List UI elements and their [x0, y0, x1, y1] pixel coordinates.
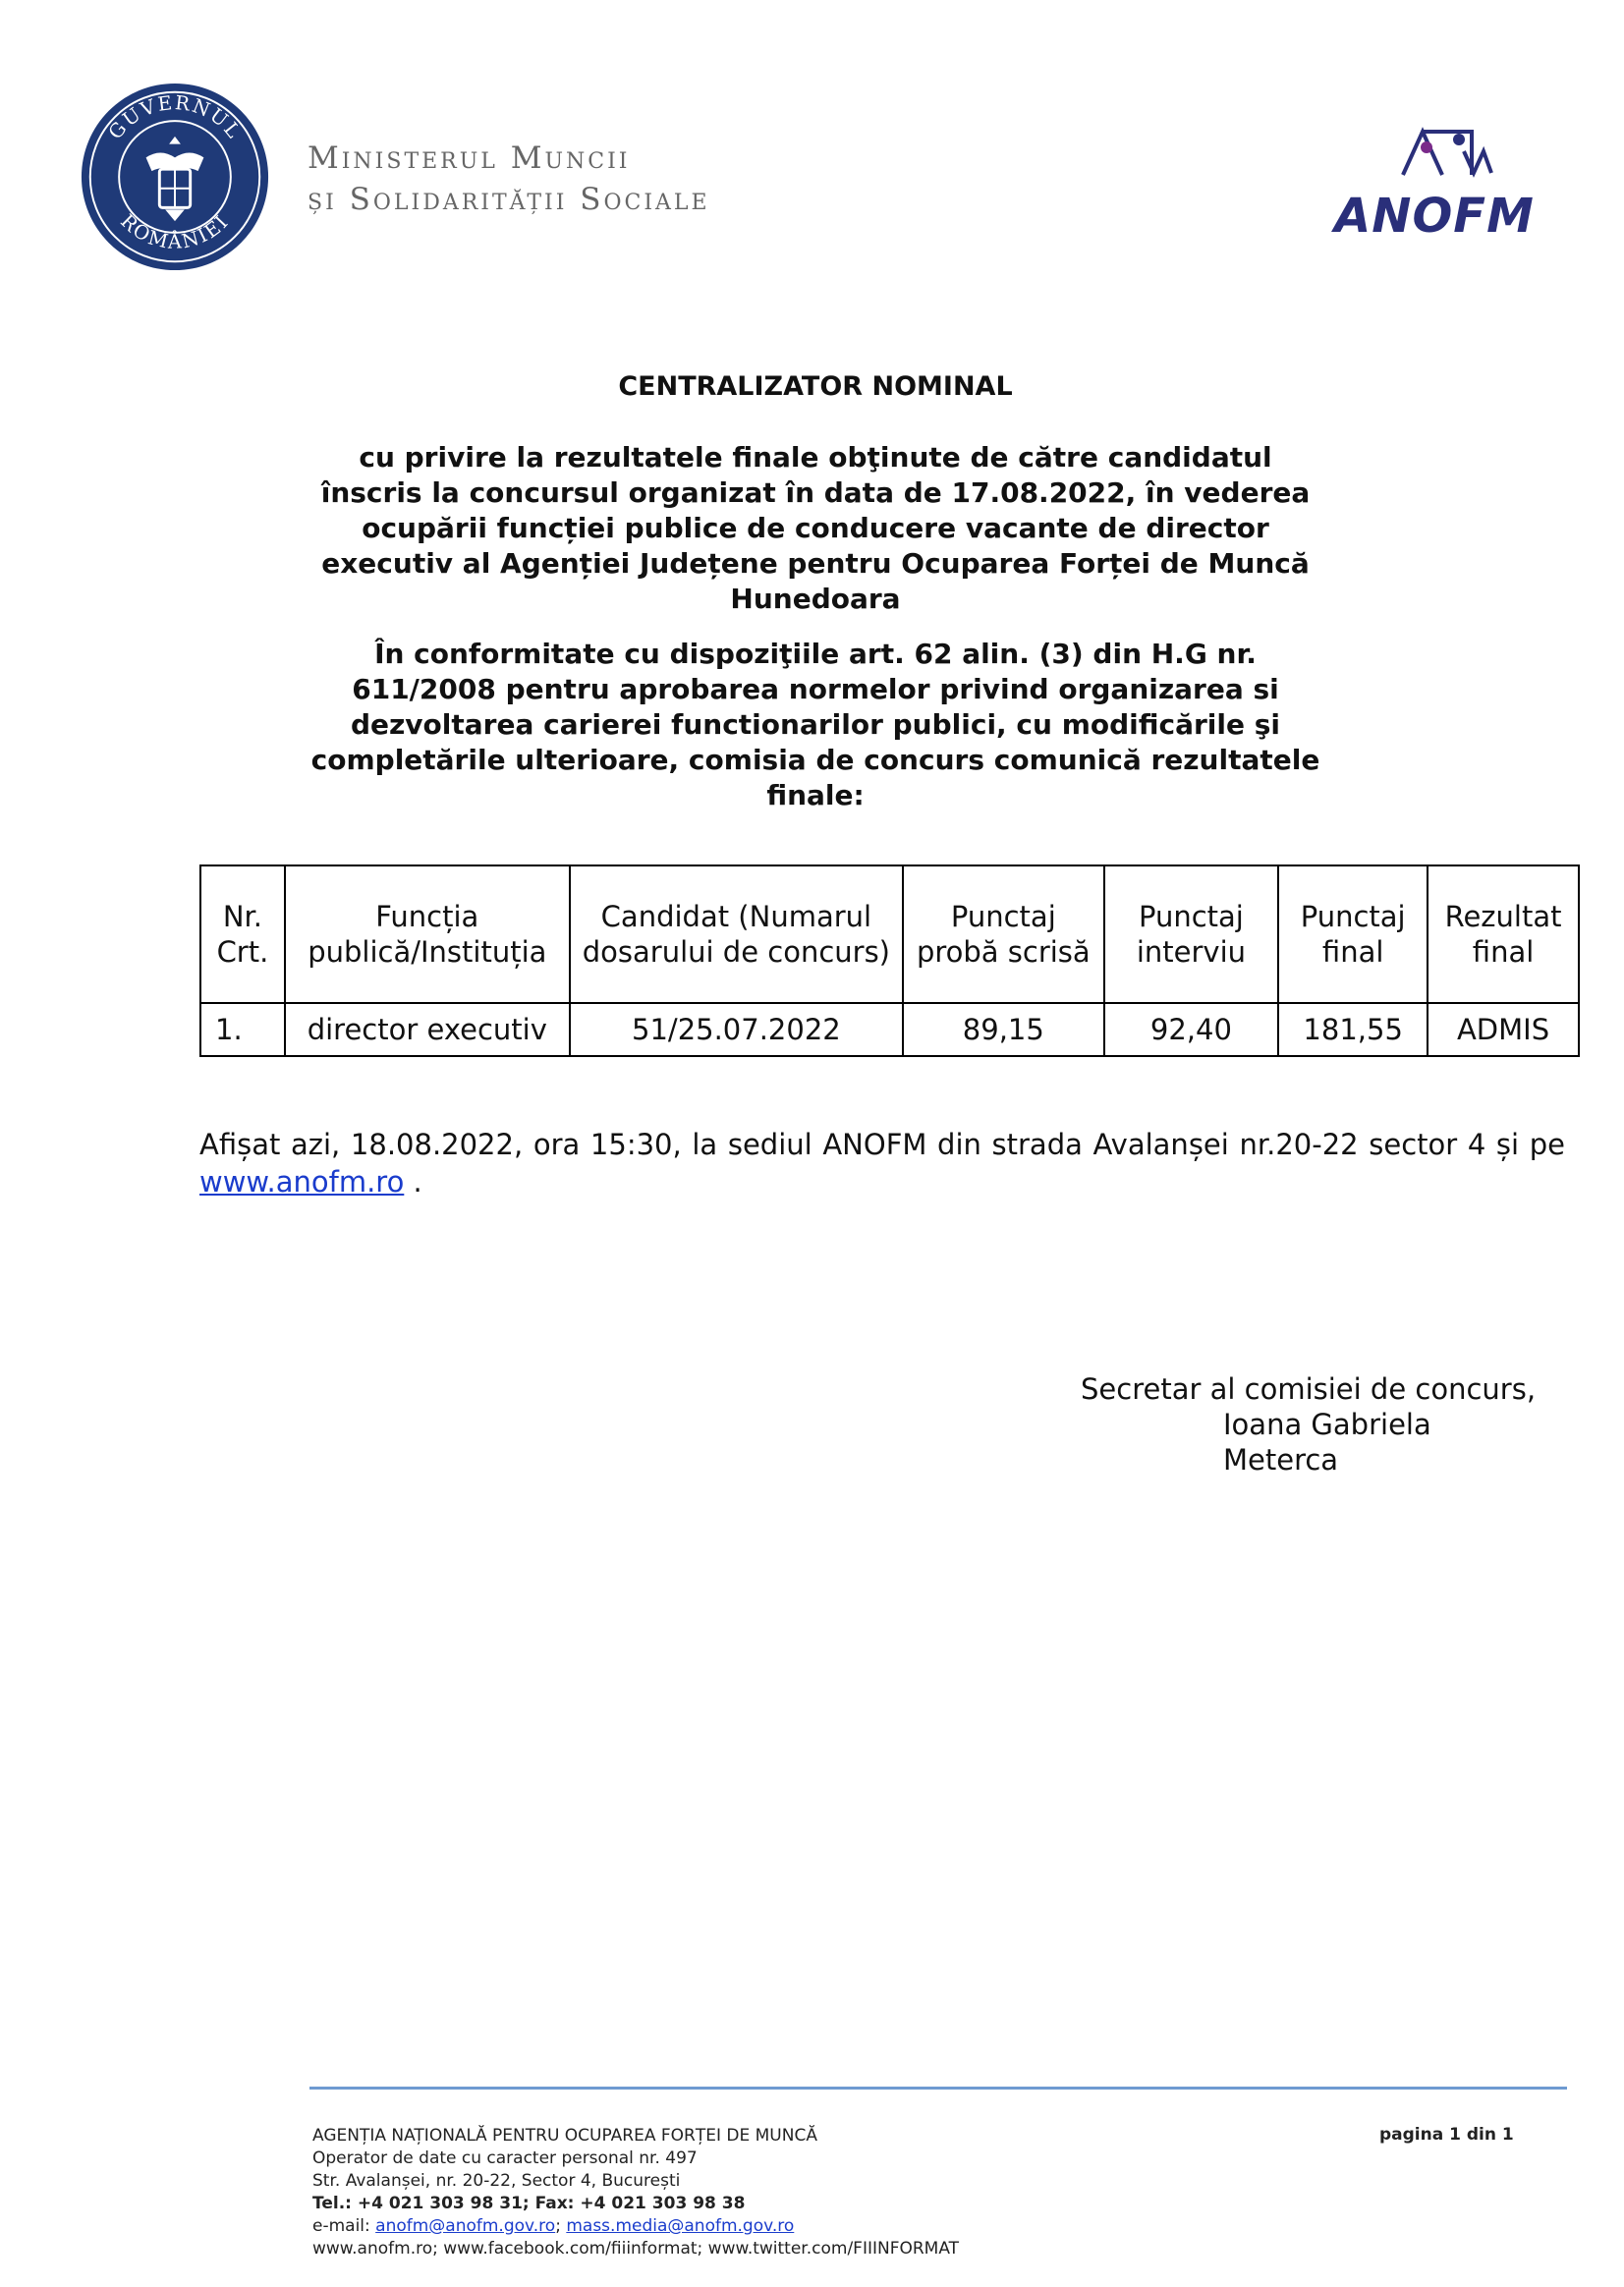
government-seal-logo	[79, 81, 271, 273]
header-punctaj-interviu: Punctaj interviu	[1104, 865, 1279, 1003]
cell-punctaj-scris: 89,15	[903, 1003, 1104, 1056]
footer-operator: Operator de date cu caracter personal nr. 497	[312, 2148, 698, 2168]
anofm-logo-text: ANOFM	[1334, 189, 1535, 244]
header-rezultat: Rezultat final	[1428, 865, 1579, 1003]
signature-role: Secretar al comisiei de concurs,	[1081, 1372, 1537, 1406]
posting-suffix: .	[404, 1165, 422, 1199]
footer-web: www.anofm.ro; www.facebook.com/fiiinformat; www.twitter.com/FIIINFORMAT	[312, 2239, 960, 2259]
table-row	[200, 1003, 1579, 1056]
cell-nr: 1.	[200, 1003, 285, 1056]
document-title: CENTRALIZATOR NOMINAL	[618, 371, 1013, 402]
footer-divider	[309, 2087, 1567, 2090]
header-punctaj-final: Punctaj final	[1278, 865, 1428, 1003]
signature-block	[1081, 1371, 1542, 1478]
ministry-line-1: Ministerul Muncii	[308, 140, 631, 176]
svg-text:ROMÂNIEI: ROMÂNIEI	[116, 209, 234, 253]
page-number: pagina 1 din 1	[1379, 2125, 1514, 2145]
posting-notice	[199, 1126, 1565, 1200]
footer-email-separator: ;	[555, 2216, 567, 2236]
cell-candidat: 51/25.07.2022	[570, 1003, 903, 1056]
legal-basis: În conformitate cu dispoziţiile art. 62 alin. (3) din H.G nr. 611/2008 pentru aprobarea normelor privind organizarea si dezvoltarea carierei functionarilor publici, cu modificările şi completările ulterioare, comisia de concurs comunică rezultatele finale:	[310, 638, 1320, 811]
footer-agency: AGENȚIA NAȚIONALĂ PENTRU OCUPAREA FORȚEI DE MUNCĂ	[312, 2126, 817, 2146]
footer-email-link-2[interactable]: mass.media@anofm.gov.ro	[566, 2216, 795, 2236]
footer-address: Str. Avalanșei, nr. 20-22, Sector 4, București	[312, 2171, 681, 2191]
anofm-website-link[interactable]: www.anofm.ro	[199, 1165, 405, 1199]
svg-text:GUVERNUL: GUVERNUL	[103, 91, 247, 144]
header-punctaj-scris: Punctaj probă scrisă	[903, 865, 1104, 1003]
document-subtitle: cu privire la rezultatele finale obţinute de către candidatul înscris la concursul organizat în data de 17.08.2022, în vederea ocupării funcției publice de conducere vacante de director executiv al Agenției Județene pentru Ocuparea Forței de Muncă Hunedoara	[320, 441, 1311, 615]
header-candidat: Candidat (Numarul dosarului de concurs)	[570, 865, 903, 1003]
header-functia: Funcția publică/Instituția	[285, 865, 570, 1003]
ministry-name	[308, 138, 710, 220]
cell-functia: director executiv	[285, 1003, 570, 1056]
footer-email-link-1[interactable]: anofm@anofm.gov.ro	[375, 2216, 556, 2236]
header-nr: Nr. Crt.	[200, 865, 285, 1003]
results-table	[199, 865, 1580, 1057]
cell-rezultat: ADMIS	[1428, 1003, 1579, 1056]
footer-email	[312, 2215, 959, 2238]
cell-punctaj-interviu: 92,40	[1104, 1003, 1279, 1056]
ministry-line-2: și Solidarității Sociale	[308, 182, 710, 217]
cell-punctaj-final: 181,55	[1278, 1003, 1428, 1056]
footer-contact	[312, 2125, 959, 2260]
footer-phone: Tel.: +4 021 303 98 31; Fax: +4 021 303 98 38	[312, 2194, 746, 2213]
posting-text: Afișat azi, 18.08.2022, ora 15:30, la sediul ANOFM din strada Avalanșei nr.20-22 sector 4 și pe	[199, 1128, 1565, 1161]
footer-email-prefix: e-mail:	[312, 2216, 376, 2236]
table-header-row	[200, 865, 1579, 1003]
signature-name: Ioana Gabriela Meterca	[1223, 1408, 1431, 1477]
